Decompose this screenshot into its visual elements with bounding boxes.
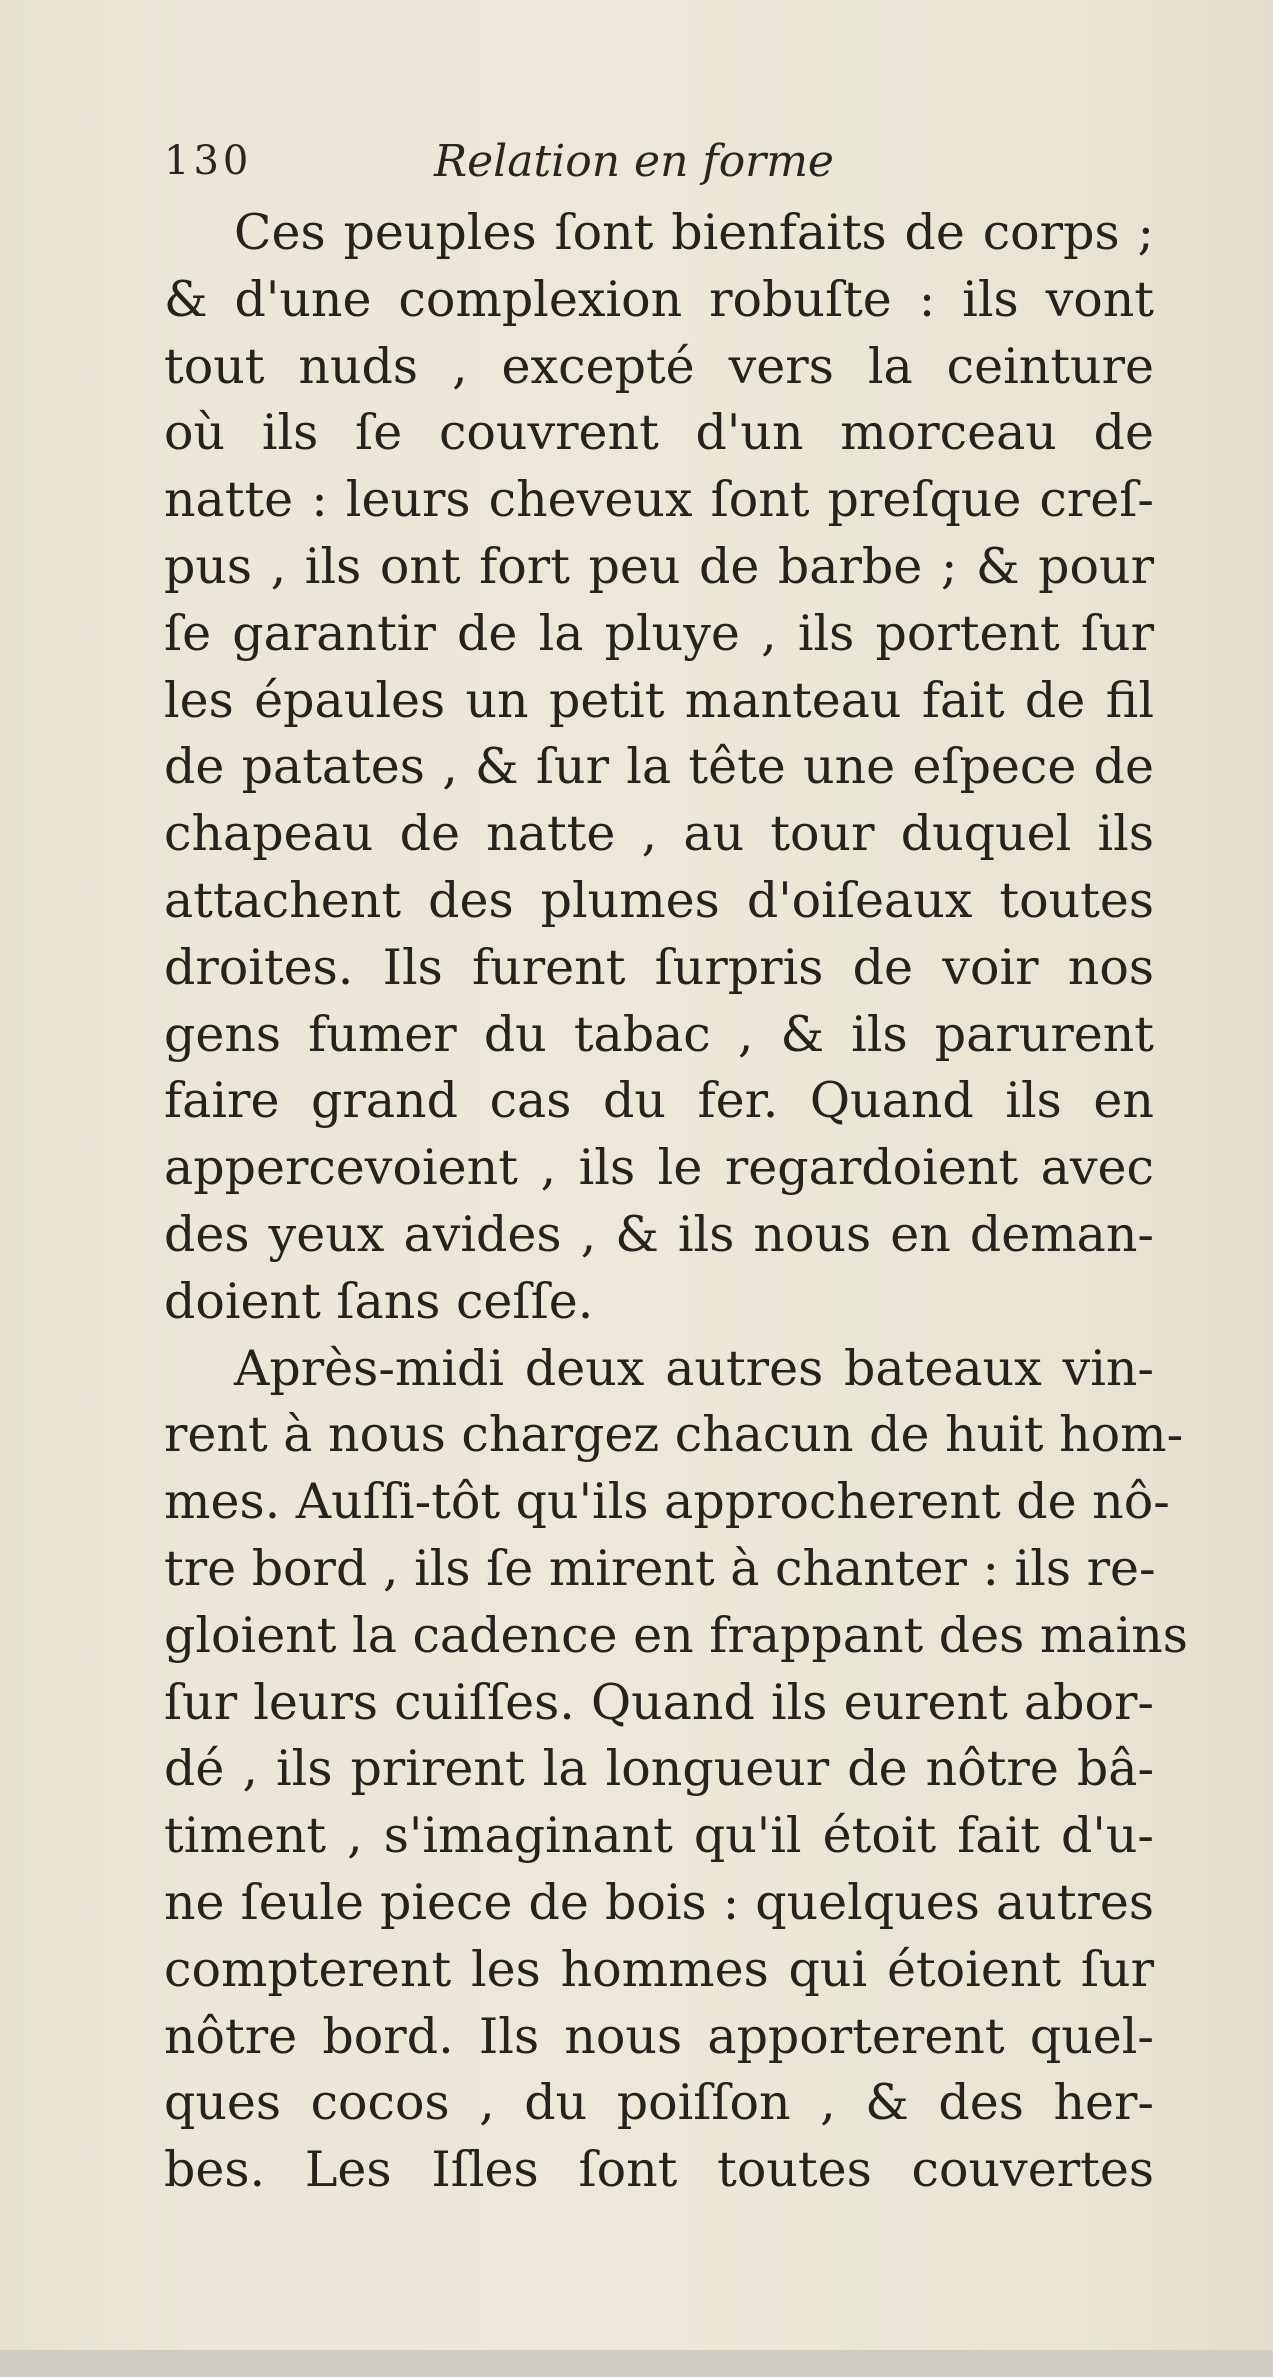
- text-line: ne ſeule piece de bois : quelques autres: [164, 1873, 1154, 1931]
- text-line: mes. Auſſi-tôt qu'ils approcherent de nô-: [164, 1473, 1170, 1531]
- text-line: droites. Ils furent ſurpris de voir nos: [164, 938, 1154, 996]
- text-line: bes. Les Iſles ſont toutes couvertes: [164, 2141, 1154, 2199]
- text-line: timent , s'imaginant qu'il étoit fait d'u-: [164, 1807, 1154, 1865]
- text-line: gloient la cadence en frappant des mains: [164, 1606, 1188, 1664]
- text-line: ſe garantir de la pluye , ils portent ſur: [164, 604, 1154, 662]
- text-line: des yeux avides , & ils nous en deman-: [164, 1205, 1154, 1263]
- text-line: pus , ils ont fort peu de barbe ; & pour: [164, 537, 1154, 595]
- text-line: les épaules un petit manteau fait de fil: [164, 671, 1154, 729]
- text-line: ſur leurs cuiſſes. Quand ils eurent abor-: [164, 1673, 1154, 1731]
- text-line: gens fumer du tabac , & ils parurent: [164, 1005, 1154, 1063]
- text-line: rent à nous chargez chacun de huit hom-: [164, 1406, 1184, 1464]
- text-line: ques cocos , du poiſſon , & des her-: [164, 2074, 1154, 2132]
- text-line: appercevoient , ils le regardoient avec: [164, 1139, 1154, 1197]
- text-line: faire grand cas du fer. Quand ils en: [164, 1072, 1154, 1130]
- text-line: compterent les hommes qui étoient ſur: [164, 1940, 1154, 1998]
- text-line: chapeau de natte , au tour duquel ils: [164, 805, 1154, 863]
- text-line: dé , ils prirent la longueur de nôtre bâ-: [164, 1740, 1154, 1798]
- text-line: Après-midi deux autres bateaux vin-: [234, 1339, 1154, 1397]
- body-text: [164, 200, 1188, 2204]
- text-line: & d'une complexion robuſte : ils vont: [164, 270, 1154, 328]
- text-line: tout nuds , excepté vers la ceinture: [164, 337, 1154, 395]
- text-line: natte : leurs cheveux ſont preſque creſ-: [164, 471, 1154, 529]
- text-line: tre bord , ils ſe mirent à chanter : ils re-: [164, 1539, 1156, 1597]
- text-line: nôtre bord. Ils nous apporterent quel-: [164, 2007, 1154, 2065]
- text-line: Ces peuples ſont bienfaits de corps ;: [234, 204, 1154, 261]
- page-number: 130: [164, 138, 253, 184]
- text-line: où ils ſe couvrent d'un morceau de: [164, 404, 1154, 462]
- scan-bottom-edge: [0, 2350, 1273, 2377]
- text-line: attachent des plumes d'oiſeaux toutes: [164, 871, 1154, 929]
- text-line: de patates , & ſur la tête une eſpece de: [164, 738, 1154, 796]
- running-head: Relation en forme: [434, 136, 834, 187]
- page-header: [164, 138, 1164, 198]
- text-line: doient ſans ceſſe.: [164, 1272, 594, 1330]
